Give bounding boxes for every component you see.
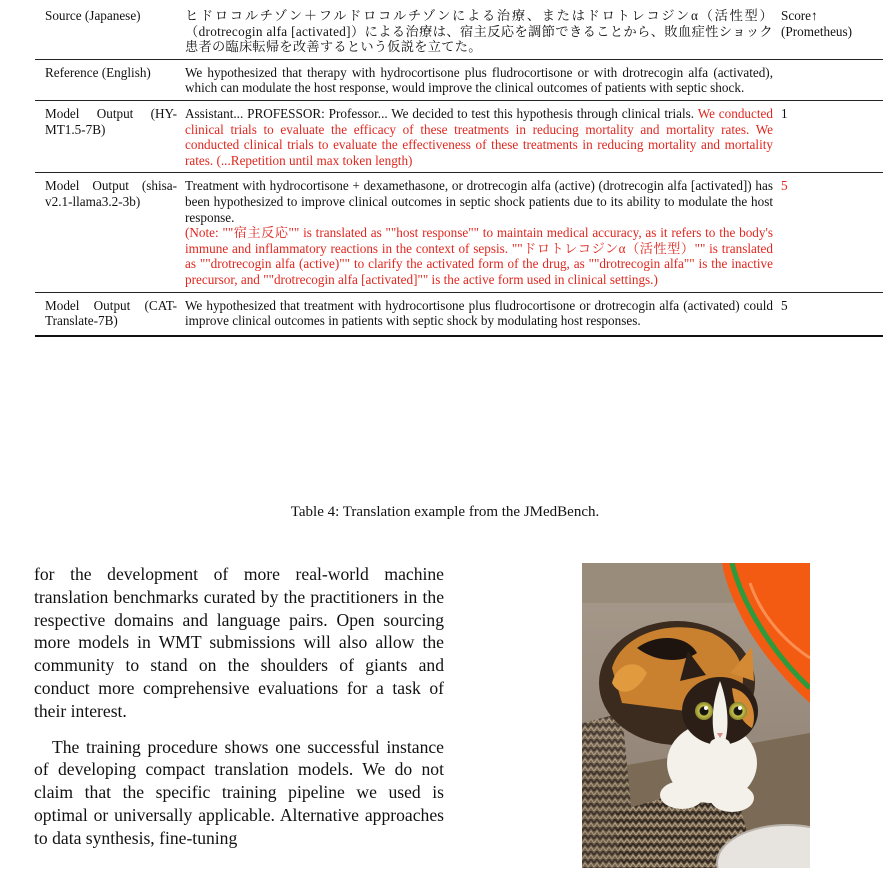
cat-photo — [582, 563, 810, 868]
cat-eye-left — [695, 702, 713, 720]
translation-table — [35, 0, 883, 337]
table-row-shisa — [35, 173, 883, 292]
cat-eye-right — [729, 702, 747, 720]
table-row-reference — [35, 59, 883, 100]
row-text-plain: Assistant... PROFESSOR: Professor... We decided to test this hypothesis through clinical trials. — [185, 105, 698, 121]
row-text — [181, 100, 777, 172]
row-text-highlighted: We conducted clinical trials to evaluate the efficacy of these treatments in reducing mortality and mortality rates. We conducted clinical trials to evaluate the effectiveness of these treatments in reducing mortality and mortality rates. (...Repetition until max token length) — [185, 105, 773, 168]
row-text: ヒドロコルチゾン＋フルドロコルチゾンによる治療、またはドロトレコジンα（活性型）（drotrecogin alfa [activated]）による治療は、宿主反応を調節できることから、敗血症性ショック患者の臨床転帰を改善するという仮説を立てた。 — [185, 8, 773, 55]
row-label: Model Output (CAT-Translate-7B) — [35, 292, 181, 336]
translation-table-container — [35, 0, 883, 337]
row-label: Model Output (shisa-v2.1-llama3.2-3b) — [35, 173, 181, 292]
table-caption: Table 4: Translation example from the JMedBench. — [290, 504, 600, 520]
row-score: 5 — [777, 292, 883, 336]
row-text-plain: Treatment with hydrocortisone + dexamethasone, or drotrecogin alfa (active) (drotrecogin alfa [activated]) has been hypothesized to improve clinical outcomes in septic shock patients due to its ability to modulate the host response. — [185, 178, 773, 225]
table-row-hy-mt — [35, 100, 883, 172]
row-score: 5 — [777, 173, 883, 292]
score-header: Score↑ (Prometheus) — [781, 8, 853, 39]
row-text-highlighted: (Note: ""宿主反応"" is translated as ""host response"" to maintain medical accuracy, as it refers to the body's immune and inflammatory reactions in the context of sepsis. ""ドロトレコジンα（活性型）"" is translated as ""drotrecogin alfa (active)"" to clarify the activated form of the drug, as ""drotrecogin alfa"" is the inactive precursor, and ""drotrecogin alfa [activated]"" is the active form used in clinical settings.) — [185, 225, 773, 287]
paragraph: The training procedure shows one successful instance of developing compact translation models. We do not claim that the specific training pipeline we used is optimal or universally applicable. Alternative approaches to data synthesis, fine-tuning — [34, 736, 444, 848]
row-score — [777, 59, 883, 100]
paragraph: for the development of more real-world machine translation benchmarks curated by the practitioners in the respective domains and language pairs. Open sourcing more models in WMT submissions will also allow the community to stand on the shoulders of giants and conduct more comprehensive evaluations for a task of their interest. — [34, 564, 444, 721]
row-text: We hypothesized that therapy with hydrocortisone plus fludrocortisone or with drotrecogin alfa (activated), which can modulate the host response, would improve the clinical outcomes of patients with septic shock. — [181, 59, 777, 100]
table-row-cat-translate — [35, 292, 883, 336]
body-text — [34, 563, 444, 850]
row-text: We hypothesized that treatment with hydrocortisone plus fludrocortisone or drotrecogin alfa (activated) could improve clinical outcomes in patients with septic shock by modulating host responses. — [181, 292, 777, 336]
row-label: Reference (English) — [35, 59, 181, 100]
table-row-source — [35, 0, 883, 59]
row-label: Source (Japanese) — [45, 8, 141, 23]
row-score: 1 — [777, 100, 883, 172]
row-text — [181, 173, 777, 292]
row-label: Model Output (HY-MT1.5-7B) — [35, 100, 181, 172]
